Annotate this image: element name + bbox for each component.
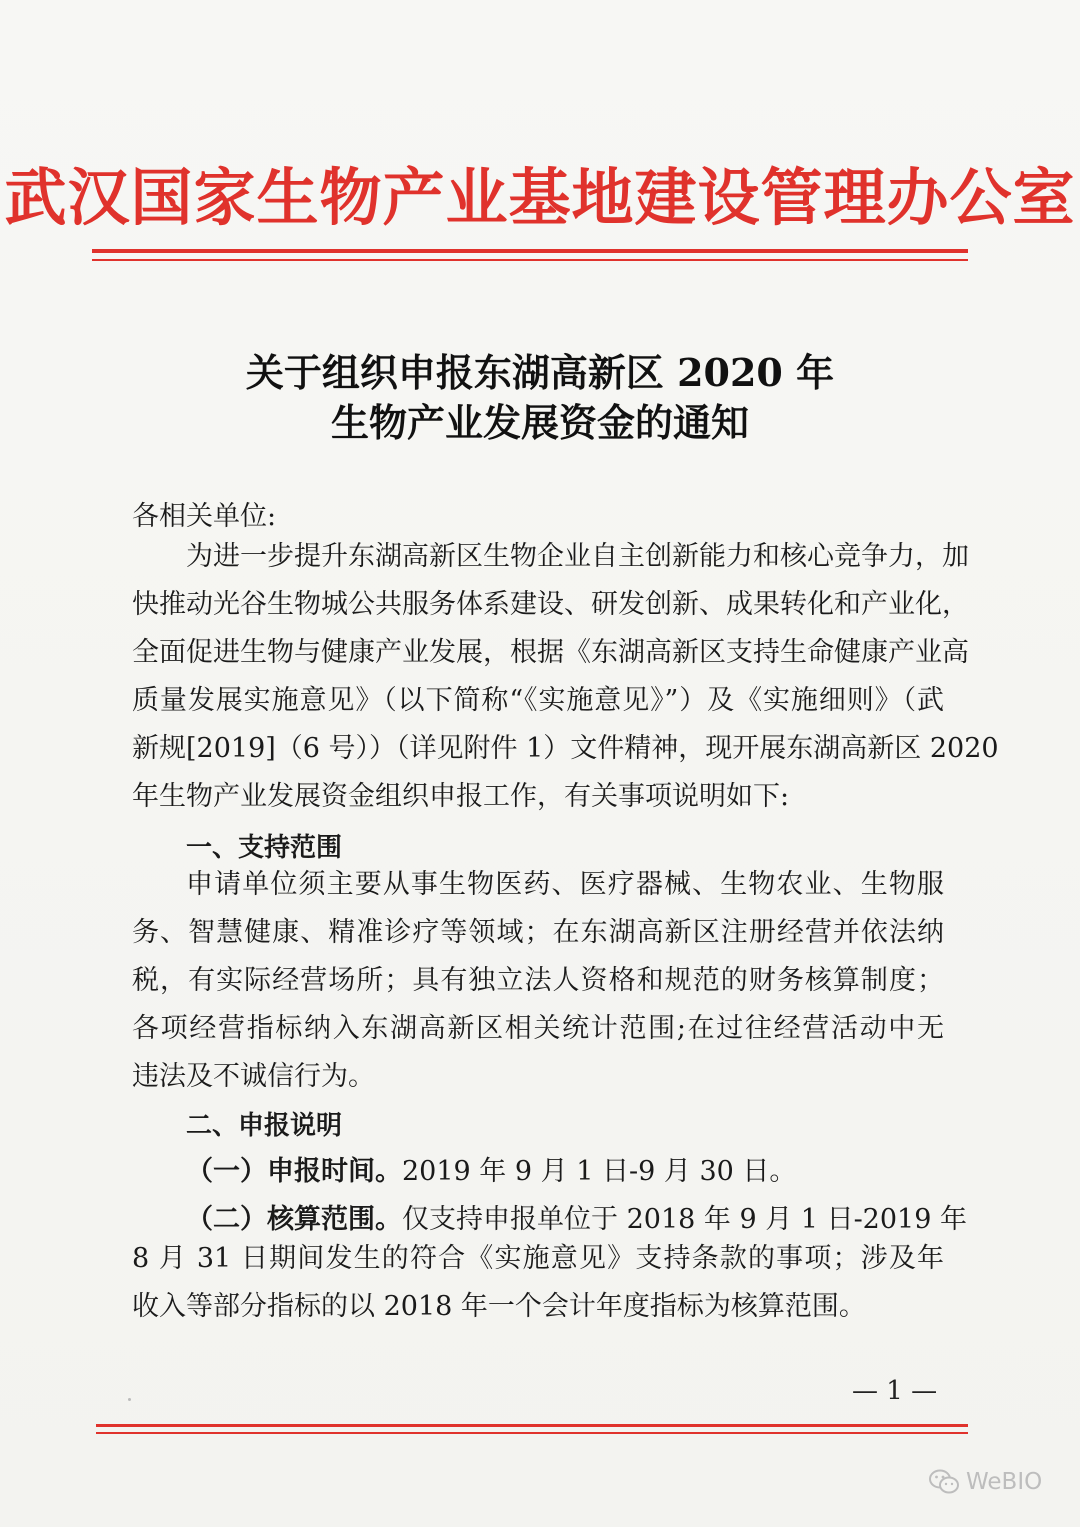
intro-line: 全面促进生物与健康产业发展，根据《东湖高新区支持生命健康产业高 [132,637,969,668]
section-1-line: 违法及不诚信行为。 [132,1061,375,1092]
intro-line: 质量发展实施意见》（以下简称“《实施意见》”）及《实施细则》（武 [132,685,944,716]
header-red-rule [92,249,968,253]
intro-line: 新规[2019]（6 号））（详见附件 1）文件精神，现开展东湖高新区 2020 [132,733,999,764]
intro-line: 年生物产业发展资金组织申报工作，有关事项说明如下: [132,781,790,812]
item-accounting-scope-line: 8 月 31 日期间发生的符合《实施意见》支持条款的事项；涉及年 [132,1243,944,1274]
section-1-line: 申请单位须主要从事生物医药、医疗器械、生物农业、生物服 [186,869,944,900]
section-1-line: 税，有实际经营场所；具有独立法人资格和规范的财务核算制度； [132,965,944,996]
item-text: 2019 年 9 月 1 日-9 月 30 日。 [402,1156,797,1187]
header-red-rule-thin [92,259,968,261]
section-1-line: 各项经营指标纳入东湖高新区相关统计范围;在过往经营活动中无 [132,1013,944,1044]
watermark [928,1468,1042,1496]
issuing-org-header: 武汉国家生物产业基地建设管理办公室 [4,161,1076,234]
item-accounting-scope [186,1197,967,1236]
item-text: 仅支持申报单位于 2018 年 9 月 1 日-2019 年 [402,1204,967,1235]
page-number: — 1 — [852,1376,938,1406]
section-1-line: 务、智慧健康、精准诊疗等领域；在东湖高新区注册经营并依法纳 [132,917,944,948]
addressee: 各相关单位: [132,501,277,532]
scan-speck [128,1398,131,1401]
section-1-heading: 一、支持范围 [186,833,343,863]
document-title-line-2: 生物产业发展资金的通知 [330,400,749,445]
document-title-line-1: 关于组织申报东湖高新区 2020 年 [245,350,835,395]
section-2-heading: 二、申报说明 [186,1111,343,1141]
footer-red-rule-thin [96,1432,968,1434]
item-label: （二）核算范围。 [186,1204,402,1235]
item-application-time [186,1149,796,1188]
wechat-icon [928,1468,960,1496]
footer-red-rule [96,1424,968,1427]
intro-line: 为进一步提升东湖高新区生物企业自主创新能力和核心竞争力，加 [186,541,969,572]
item-label: （一）申报时间。 [186,1156,402,1187]
watermark-text: WeBIO [966,1469,1043,1495]
intro-line: 快推动光谷生物城公共服务体系建设、研发创新、成果转化和产业化， [132,589,969,620]
item-accounting-scope-line: 收入等部分指标的以 2018 年一个会计年度指标为核算范围。 [132,1291,866,1322]
